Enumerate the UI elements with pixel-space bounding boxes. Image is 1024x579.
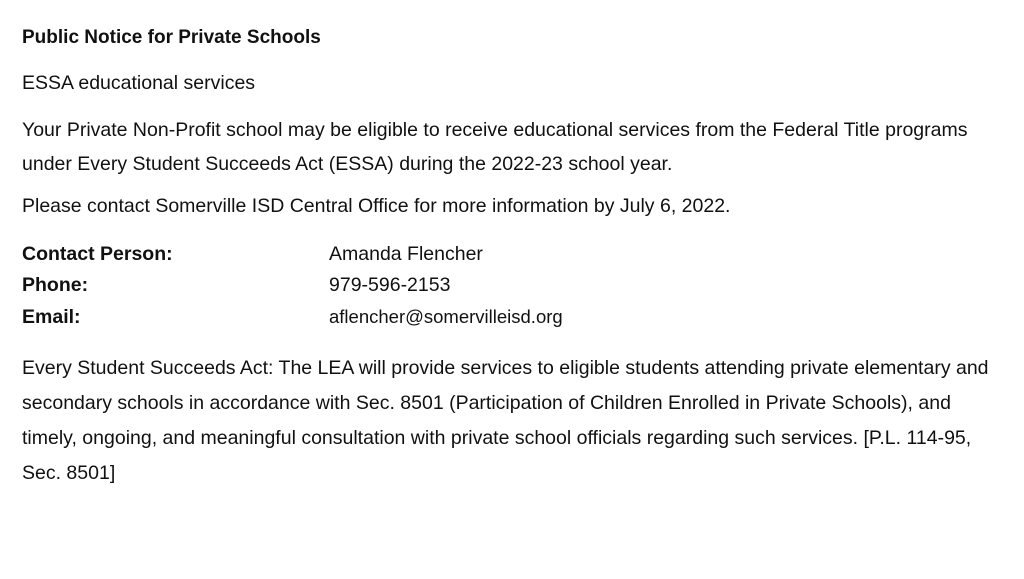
phone-row [22,270,1008,301]
contact-request-paragraph: Please contact Somerville ISD Central Office for more information by July 6, 2022. [22,195,731,217]
email-value: aflencher@somervilleisd.org [329,306,563,327]
page-title: Public Notice for Private Schools [22,27,321,48]
email-label: Email: [22,306,81,328]
email-row [22,301,1008,333]
law-paragraph: Every Student Succeeds Act: The LEA will provide services to eligible students attending private elementary and secondary schools in accordance with Sec. 8501 (Participation of Children Enrolled in Private Schools), and timely, ongoing, and meaningful consultation with private school officials regarding such services. [P.L. 114-95, Sec. 8501] [22,357,989,484]
contact-block [22,239,1008,333]
contact-person-label: Contact Person: [22,243,173,265]
subtitle: ESSA educational services [22,72,256,94]
contact-person-row [22,239,1008,270]
phone-label: Phone: [22,274,89,296]
contact-person-value: Amanda Flencher [329,243,483,265]
eligibility-paragraph: Your Private Non-Profit school may be eligible to receive educational services from the Federal Title programs under Every Student Succeeds Act (ESSA) during the 2022-23 school year. [22,119,968,175]
phone-value: 979-596-2153 [329,274,451,296]
